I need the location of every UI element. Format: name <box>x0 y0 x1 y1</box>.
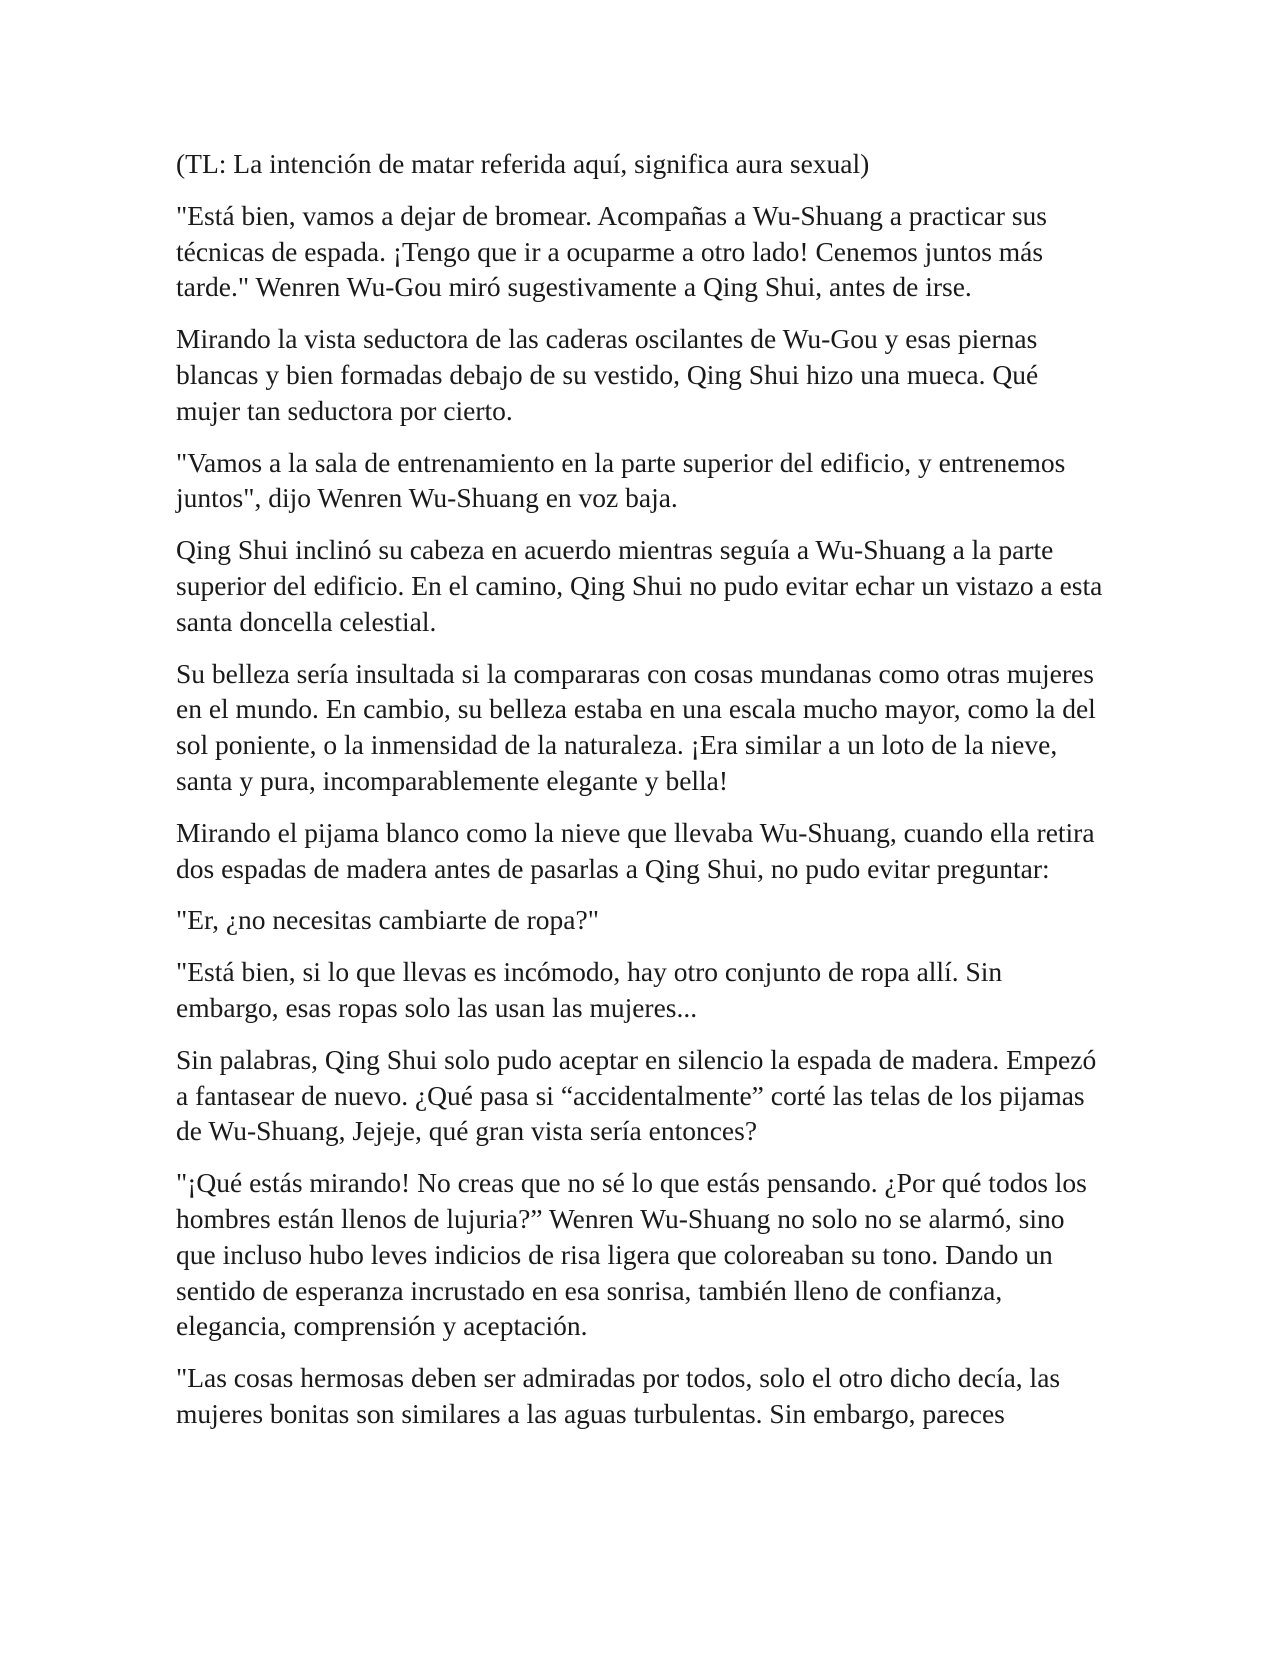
paragraph-9: "Está bien, si lo que llevas es incómodo, hay otro conjunto de ropa allí. Sin embargo, esas ropas solo las usan las mujeres... <box>176 956 1003 1023</box>
paragraph-4: "Vamos a la sala de entrenamiento en la parte superior del edificio, y entrenemos juntos", dijo Wenren Wu-Shuang en voz baja. <box>176 446 1066 514</box>
paragraph-1: (TL: La intención de matar referida aquí, significa aura sexual) <box>176 148 870 179</box>
paragraph-7: Mirando el pijama blanco como la nieve que llevaba Wu-Shuang, cuando ella retira dos espadas de madera antes de pasarlas a Qing Shui, no pudo evitar preguntar: <box>176 816 1095 884</box>
paragraph-3: Mirando la vista seductora de las caderas oscilantes de Wu-Gou y esas piernas blancas y bien formadas debajo de su vestido, Qing Shui hizo una mueca. Qué mujer tan seductora por cierto. <box>176 323 1039 426</box>
paragraph-11: "¡Qué estás mirando! No creas que no sé lo que estás pensando. ¿Por qué todos los hombres están llenos de lujuria?” Wenren Wu-Shuang no solo no se alarmó, sino que incluso hubo leves indicios de risa ligera que coloreaban su tono. Dando un sentido de esperanza incrustado en esa sonrisa, también lleno de confianza, elegancia, comprensión y aceptación. <box>176 1167 1087 1342</box>
paragraph-5: Qing Shui inclinó su cabeza en acuerdo mientras seguía a Wu-Shuang a la parte superior del edificio. En el camino, Qing Shui no pudo evitar echar un vistazo a esta santa doncella celestial. <box>176 534 1103 637</box>
document-body <box>176 146 1106 1448</box>
paragraph-12: "Las cosas hermosas deben ser admiradas por todos, solo el otro dicho decía, las mujeres bonitas son similares a las aguas turbulentas. Sin embargo, pareces <box>176 1362 1061 1429</box>
paragraph-6: Su belleza sería insultada si la compararas con cosas mundanas como otras mujeres en el mundo. En cambio, su belleza estaba en una escala mucho mayor, como la del sol poniente, o la inmensidad de la naturaleza. ¡Era similar a un loto de la nieve, santa y pura, incomparablemente elegante y bella! <box>176 657 1096 796</box>
paragraph-10: Sin palabras, Qing Shui solo pudo aceptar en silencio la espada de madera. Empezó a fantasear de nuevo. ¿Qué pasa si “accidentalmente” corté las telas de los pijamas de Wu-Shuang, Jejeje, qué gran vista sería entonces? <box>176 1043 1097 1147</box>
paragraph-2: "Está bien, vamos a dejar de bromear. Acompañas a Wu-Shuang a practicar sus técnicas de espada. ¡Tengo que ir a ocuparme a otro lado! Cenemos juntos más tarde." Wenren Wu-Gou miró sugestivamente a Qing Shui, antes de irse. <box>176 199 1047 303</box>
paragraph-8: "Er, ¿no necesitas cambiarte de ropa?" <box>176 904 599 936</box>
